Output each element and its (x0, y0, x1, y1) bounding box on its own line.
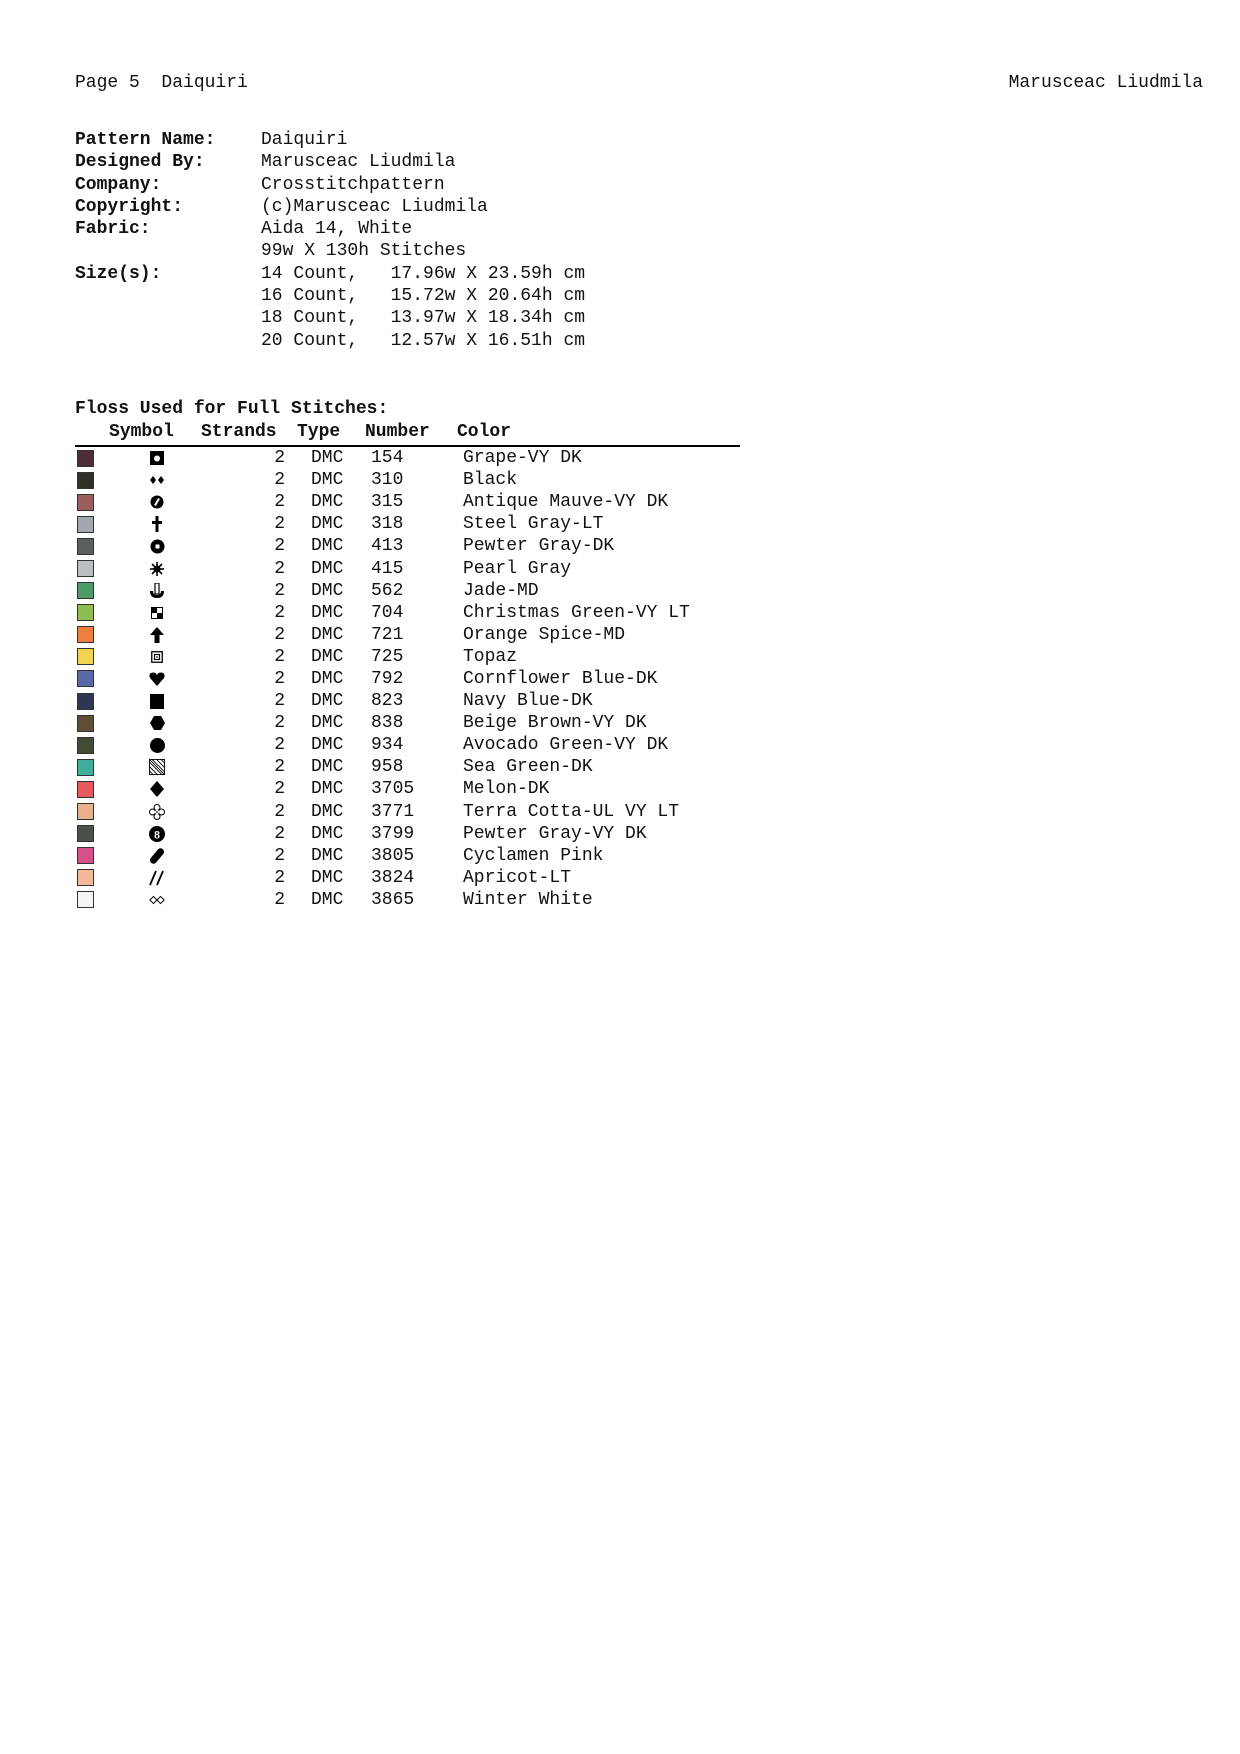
column-header-number: Number (365, 422, 430, 442)
color-name-cell: Winter White (463, 889, 593, 910)
info-value: 18 Count, 13.97w X 18.34h cm (261, 308, 586, 329)
info-value: 20 Count, 12.57w X 16.51h cm (261, 330, 586, 351)
strands-cell: 2 (274, 470, 285, 491)
type-cell: DMC (311, 448, 344, 469)
table-row (75, 889, 740, 911)
cross-icon (149, 516, 165, 532)
color-name-cell: Cornflower Blue-DK (463, 668, 658, 689)
table-row (75, 513, 740, 535)
type-cell: DMC (311, 757, 344, 778)
slashed-circle-icon (149, 494, 165, 510)
type-cell: DMC (311, 514, 344, 535)
color-name-cell: Jade-MD (463, 580, 539, 601)
color-swatch (77, 737, 94, 754)
color-swatch (77, 538, 94, 555)
color-swatch (77, 759, 94, 776)
type-cell: DMC (311, 845, 344, 866)
type-cell: DMC (311, 580, 344, 601)
color-name-cell: Beige Brown-VY DK (463, 713, 647, 734)
color-swatch (77, 582, 94, 599)
info-value: 14 Count, 17.96w X 23.59h cm (261, 263, 586, 284)
table-row (75, 734, 740, 756)
type-cell: DMC (311, 691, 344, 712)
table-row (75, 557, 740, 579)
color-swatch (77, 693, 94, 710)
strands-cell: 2 (274, 757, 285, 778)
info-label: Size(s): (75, 263, 162, 284)
type-cell: DMC (311, 492, 344, 513)
color-swatch (77, 560, 94, 577)
type-cell: DMC (311, 470, 344, 491)
hatched-square-icon (149, 759, 165, 775)
strands-cell: 2 (274, 735, 285, 756)
column-header-color: Color (457, 422, 512, 442)
type-cell: DMC (311, 823, 344, 844)
number-cell: 3805 (371, 845, 415, 866)
color-name-cell: Orange Spice-MD (463, 624, 626, 645)
filled-circle-icon (149, 737, 165, 753)
table-row (75, 469, 740, 491)
info-value: 16 Count, 15.72w X 20.64h cm (261, 286, 586, 307)
strands-cell: 2 (274, 514, 285, 535)
strands-cell: 2 (274, 558, 285, 579)
number-cell: 792 (371, 668, 404, 689)
number-cell: 823 (371, 691, 404, 712)
color-swatch (77, 715, 94, 732)
number-cell: 415 (371, 558, 404, 579)
info-row-designed-by (75, 151, 585, 173)
color-swatch (77, 825, 94, 842)
column-header-symbol: Symbol (109, 422, 174, 442)
color-swatch (77, 670, 94, 687)
ring-icon (149, 538, 165, 554)
color-name-cell: Sea Green-DK (463, 757, 593, 778)
strands-cell: 2 (274, 691, 285, 712)
floss-section-title: Floss Used for Full Stitches: (75, 399, 389, 419)
info-row-copyright (75, 196, 585, 218)
info-label: Designed By: (75, 152, 205, 173)
table-row (75, 447, 740, 469)
table-row (75, 602, 740, 624)
color-name-cell: Melon-DK (463, 779, 550, 800)
type-cell: DMC (311, 735, 344, 756)
strands-cell: 2 (274, 448, 285, 469)
table-row (75, 756, 740, 778)
strands-cell: 2 (274, 536, 285, 557)
color-name-cell: Terra Cotta-UL VY LT (463, 801, 680, 822)
info-label: Copyright: (75, 196, 184, 217)
color-swatch (77, 891, 94, 908)
color-swatch (77, 648, 94, 665)
info-value: Aida 14, White (261, 219, 413, 240)
info-label: Pattern Name: (75, 130, 216, 150)
info-value: Daiquiri (261, 130, 348, 150)
strands-cell: 2 (274, 867, 285, 888)
anchor-icon (149, 583, 165, 599)
svg-text:8: 8 (154, 827, 160, 842)
strands-cell: 2 (274, 602, 285, 623)
color-swatch (77, 516, 94, 533)
number-cell: 958 (371, 757, 404, 778)
info-row-stitches (75, 240, 585, 262)
info-value: 99w X 130h Stitches (261, 241, 467, 262)
color-name-cell: Black (463, 470, 518, 491)
info-row-pattern-name (75, 129, 585, 151)
color-swatch (77, 803, 94, 820)
type-cell: DMC (311, 558, 344, 579)
color-swatch (77, 494, 94, 511)
table-row (75, 646, 740, 668)
starburst-icon (149, 561, 165, 577)
color-name-cell: Antique Mauve-VY DK (463, 492, 669, 513)
type-cell: DMC (311, 713, 344, 734)
eight-ball-icon (149, 826, 165, 842)
color-name-cell: Apricot-LT (463, 867, 572, 888)
table-row (75, 491, 740, 513)
type-cell: DMC (311, 646, 344, 667)
number-cell: 725 (371, 646, 404, 667)
flower-outline-icon (149, 804, 165, 820)
floss-table-header (75, 422, 740, 447)
table-row (75, 624, 740, 646)
color-name-cell: Topaz (463, 646, 518, 667)
color-name-cell: Avocado Green-VY DK (463, 735, 669, 756)
number-cell: 704 (371, 602, 404, 623)
info-value: Marusceac Liudmila (261, 152, 456, 173)
table-row (75, 690, 740, 712)
number-cell: 3824 (371, 867, 415, 888)
number-cell: 315 (371, 492, 404, 513)
table-row (75, 867, 740, 889)
pattern-title: Daiquiri (161, 73, 248, 93)
type-cell: DMC (311, 867, 344, 888)
color-name-cell: Grape-VY DK (463, 448, 582, 469)
info-value: Crosstitchpattern (261, 174, 445, 195)
nested-square-icon (149, 649, 165, 665)
color-name-cell: Pewter Gray-DK (463, 536, 615, 557)
type-cell: DMC (311, 779, 344, 800)
diamond-icon (149, 781, 165, 797)
type-cell: DMC (311, 668, 344, 689)
strands-cell: 2 (274, 646, 285, 667)
page-header-author: Marusceac Liudmila (1008, 73, 1203, 93)
strands-cell: 2 (274, 668, 285, 689)
type-cell: DMC (311, 536, 344, 557)
double-diamond-icon (149, 472, 165, 488)
column-header-strands: Strands (201, 422, 277, 442)
color-name-cell: Cyclamen Pink (463, 845, 604, 866)
number-cell: 3705 (371, 779, 415, 800)
info-row-sizes (75, 263, 585, 285)
square-dot-icon (149, 450, 165, 466)
filled-square-icon (149, 693, 165, 709)
strands-cell: 2 (274, 580, 285, 601)
number-cell: 721 (371, 624, 404, 645)
info-label: Company: (75, 174, 162, 195)
number-cell: 838 (371, 713, 404, 734)
info-row-company (75, 174, 585, 196)
color-name-cell: Christmas Green-VY LT (463, 602, 690, 623)
type-cell: DMC (311, 624, 344, 645)
strands-cell: 2 (274, 889, 285, 910)
number-cell: 318 (371, 514, 404, 535)
number-cell: 3771 (371, 801, 415, 822)
number-cell: 310 (371, 470, 404, 491)
color-name-cell: Steel Gray-LT (463, 514, 604, 535)
arrow-up-icon (149, 627, 165, 643)
table-row (75, 712, 740, 734)
color-name-cell: Navy Blue-DK (463, 691, 593, 712)
strands-cell: 2 (274, 713, 285, 734)
hexagon-icon (149, 715, 165, 731)
column-header-type: Type (297, 422, 341, 442)
strands-cell: 2 (274, 624, 285, 645)
floss-table (75, 422, 740, 911)
pattern-info (75, 129, 585, 352)
strands-cell: 2 (274, 845, 285, 866)
strands-cell: 2 (274, 492, 285, 513)
info-value: (c)Marusceac Liudmila (261, 196, 488, 217)
table-row (75, 778, 740, 800)
number-cell: 3865 (371, 889, 415, 910)
color-swatch (77, 781, 94, 798)
type-cell: DMC (311, 602, 344, 623)
type-cell: DMC (311, 801, 344, 822)
strands-cell: 2 (274, 801, 285, 822)
table-row (75, 801, 740, 823)
color-swatch (77, 450, 94, 467)
table-row (75, 668, 740, 690)
table-row (75, 823, 740, 845)
color-name-cell: Pewter Gray-VY DK (463, 823, 647, 844)
checker-icon (149, 605, 165, 621)
number-cell: 934 (371, 735, 404, 756)
infinity-icon (149, 892, 165, 908)
type-cell: DMC (311, 889, 344, 910)
strands-cell: 2 (274, 823, 285, 844)
strands-cell: 2 (274, 779, 285, 800)
number-cell: 562 (371, 580, 404, 601)
page-header-left (75, 73, 248, 93)
color-swatch (77, 869, 94, 886)
heart-icon (149, 671, 165, 687)
color-swatch (77, 626, 94, 643)
table-row (75, 535, 740, 557)
color-swatch (77, 472, 94, 489)
table-row (75, 845, 740, 867)
info-row-fabric (75, 218, 585, 240)
info-label: Fabric: (75, 219, 151, 240)
number-cell: 413 (371, 536, 404, 557)
number-cell: 3799 (371, 823, 415, 844)
table-row (75, 580, 740, 602)
number-cell: 154 (371, 448, 404, 469)
page-label: Page 5 (75, 73, 140, 93)
color-swatch (77, 604, 94, 621)
capsule-icon (149, 848, 165, 864)
color-swatch (77, 847, 94, 864)
floss-table-body (75, 447, 740, 911)
color-name-cell: Pearl Gray (463, 558, 572, 579)
double-slash-icon (149, 870, 165, 886)
